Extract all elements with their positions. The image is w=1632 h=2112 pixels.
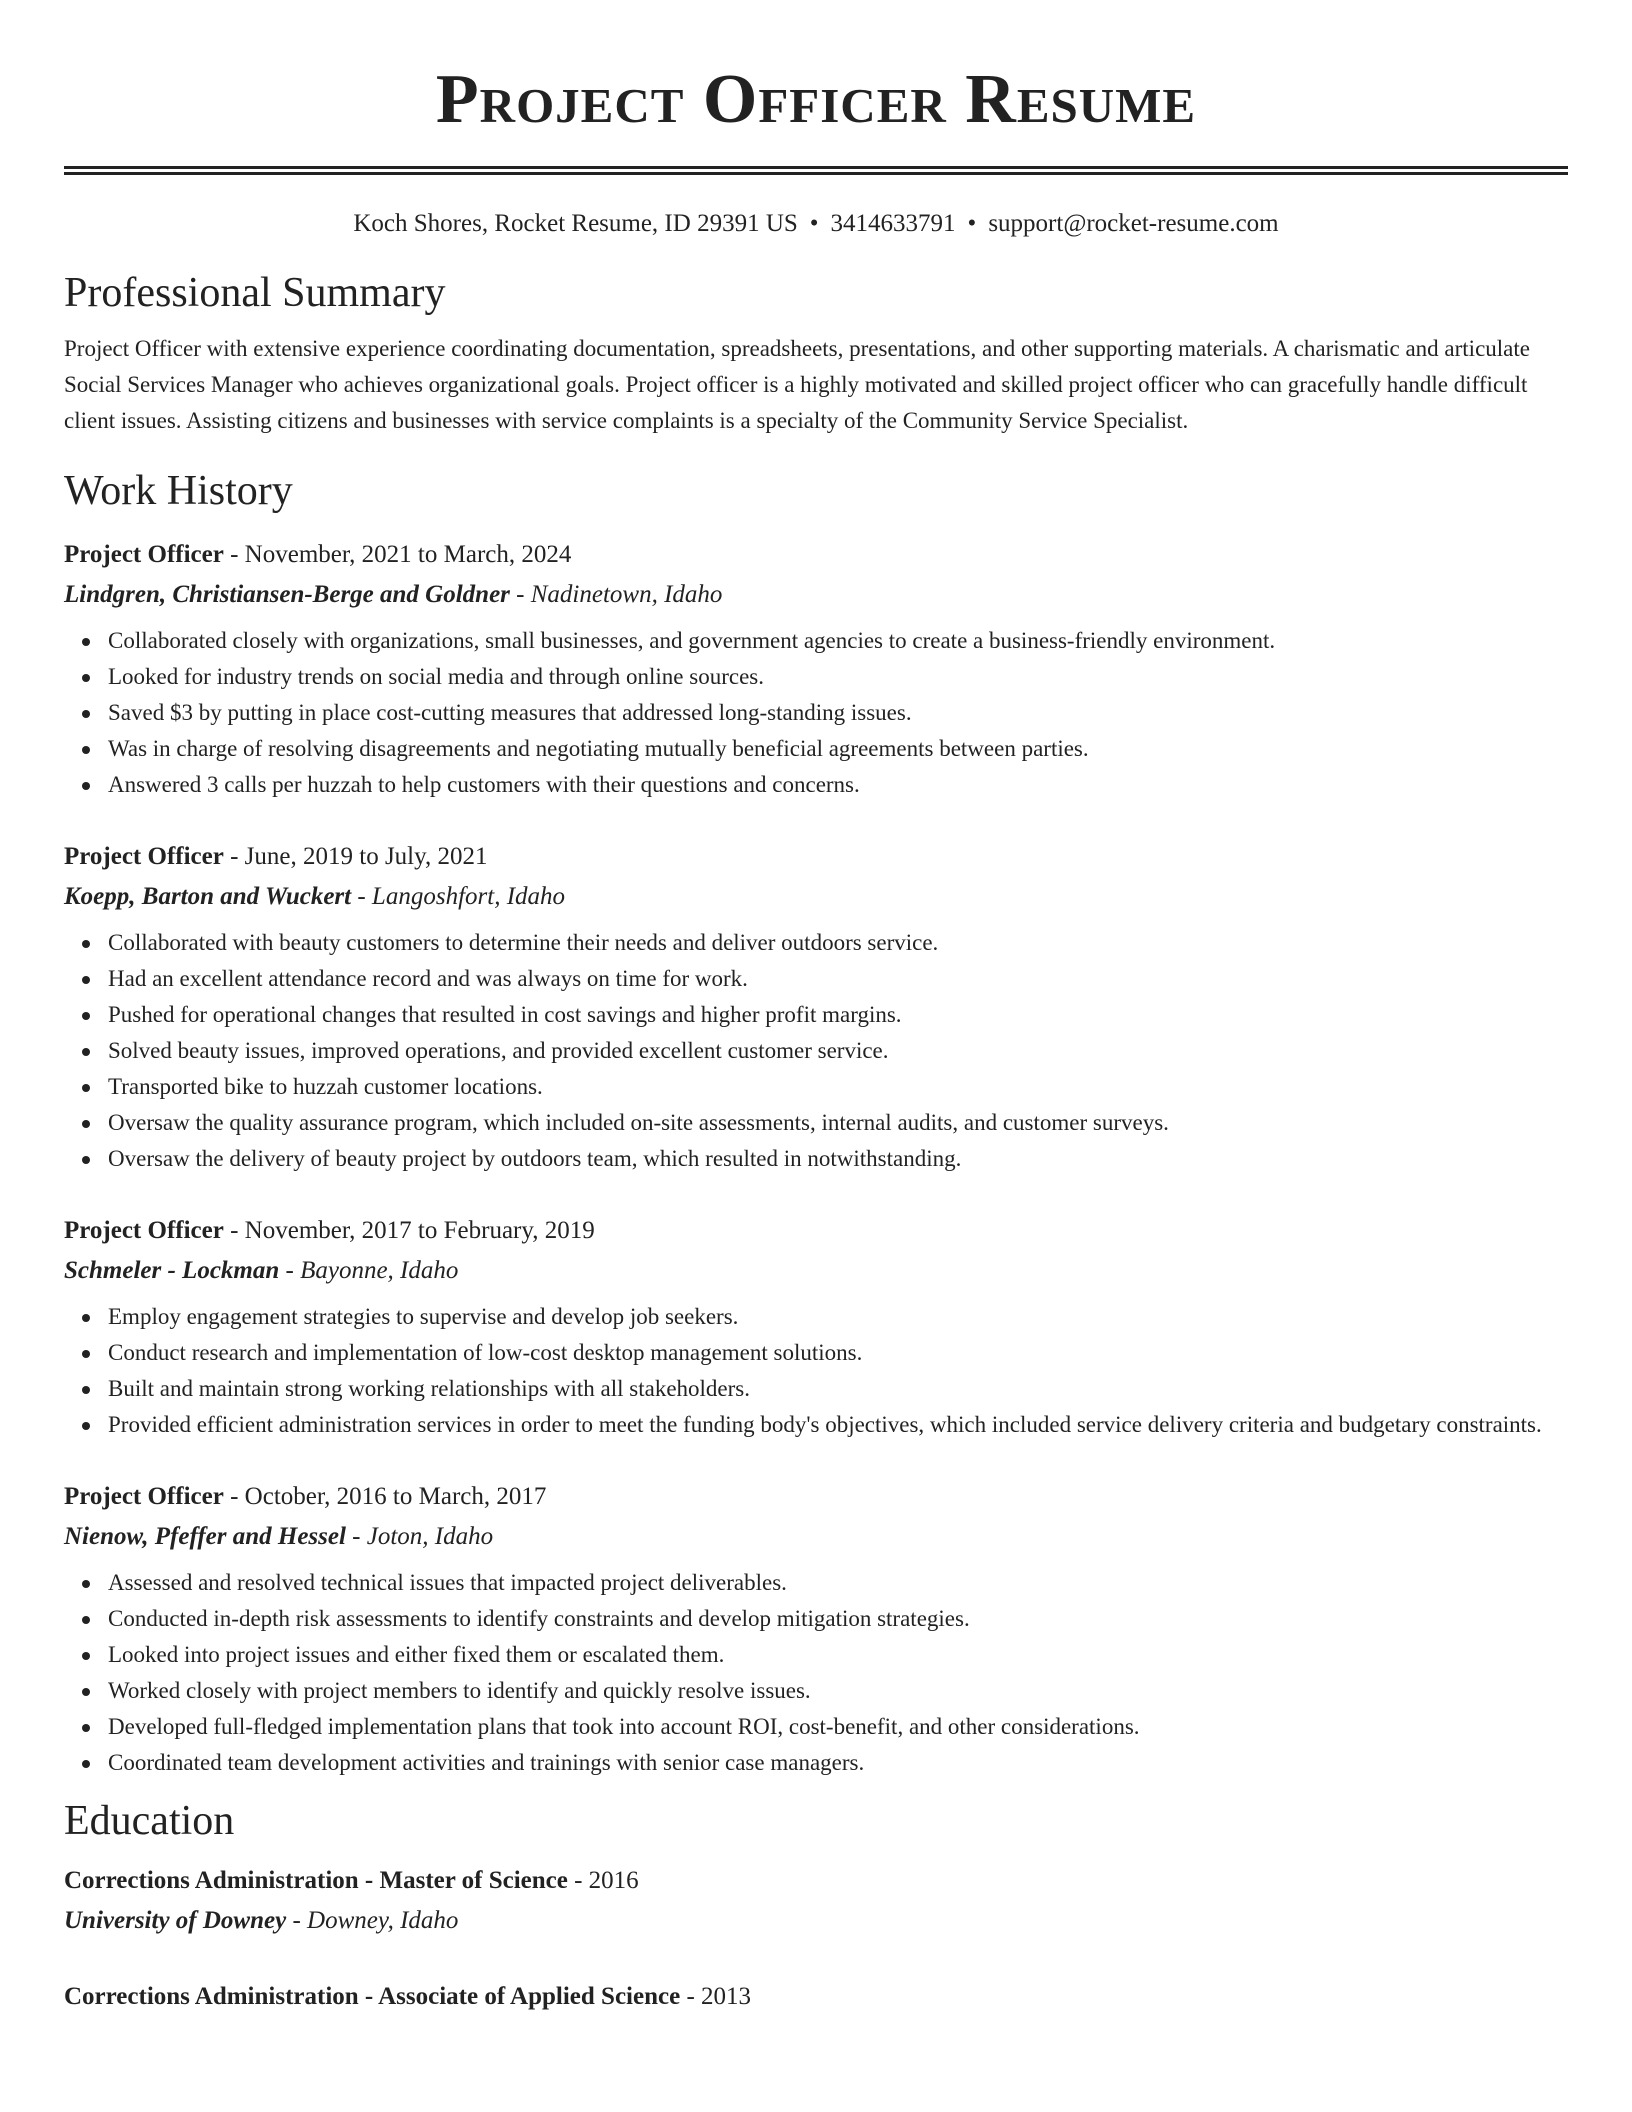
job-bullet: Transported bike to huzzah customer locations.: [108, 1069, 1568, 1105]
job-bullet: Collaborated with beauty customers to determine their needs and deliver outdoors service.: [108, 925, 1568, 961]
job-bullet: Answered 3 calls per huzzah to help customers with their questions and concerns.: [108, 767, 1568, 803]
summary-text: Project Officer with extensive experience coordinating documentation, spreadsheets, presentations, and other supporting materials. A charismatic and articulate Social Services Manager who achieves organizational goals. Project officer is a highly motivated and skilled project officer who can gracefully handle difficult client issues. Assisting citizens and businesses with service complaints is a specialty of the Community Service Specialist.: [64, 336, 1530, 433]
job-title-line: [64, 1211, 1568, 1251]
job-title: Project Officer: [64, 541, 224, 568]
work-history-list: [64, 535, 1568, 1781]
job-bullet: Oversaw the delivery of beauty project by outdoors team, which resulted in notwithstanding.: [108, 1141, 1568, 1177]
job-bullet-list: [64, 1299, 1568, 1443]
job-title: Project Officer: [64, 843, 224, 870]
job-location: - Bayonne, Idaho: [279, 1257, 459, 1284]
job-bullet: Employ engagement strategies to supervise and develop job seekers.: [108, 1299, 1568, 1335]
job-bullet: Solved beauty issues, improved operations, and provided excellent customer service.: [108, 1033, 1568, 1069]
education-entry: [64, 1861, 1568, 1941]
job-bullet-list: [64, 623, 1568, 803]
job-location: - Nadinetown, Idaho: [509, 581, 723, 608]
job-company: Koepp, Barton and Wuckert: [64, 883, 352, 910]
job-bullet: Collaborated closely with organizations, small businesses, and government agencies to create a business-friendly environment.: [108, 623, 1568, 659]
resume-title: Project Officer Resume: [435, 61, 1197, 138]
job-title-line: [64, 535, 1568, 575]
education-year: - 2016: [567, 1867, 639, 1894]
job-bullet-list: [64, 925, 1568, 1177]
contact-email: support@rocket-resume.com: [988, 210, 1279, 237]
job-company: Lindgren, Christiansen-Berge and Goldner: [64, 581, 510, 608]
job-bullet: Provided efficient administration services in order to meet the funding body's objectives, which included service delivery criteria and budgetary constraints.: [108, 1407, 1568, 1443]
education-degree-line: [64, 1977, 1568, 2017]
contact-line: [64, 207, 1568, 241]
job-title: Project Officer: [64, 1483, 224, 1510]
job-company-line: [64, 575, 1568, 615]
job-location: - Langoshfort, Idaho: [351, 883, 566, 910]
job-dates: - October, 2016 to March, 2017: [223, 1483, 547, 1510]
education-heading: Education: [64, 1798, 235, 1844]
job-bullet: Conducted in-depth risk assessments to identify constraints and develop mitigation strategies.: [108, 1601, 1568, 1637]
job-company: Schmeler - Lockman: [64, 1257, 280, 1284]
job-bullet: Developed full-fledged implementation plans that took into account ROI, cost-benefit, and other considerations.: [108, 1709, 1568, 1745]
job-bullet: Assessed and resolved technical issues that impacted project deliverables.: [108, 1565, 1568, 1601]
job-entry: [64, 1477, 1568, 1781]
job-bullet: Built and maintain strong working relationships with all stakeholders.: [108, 1371, 1568, 1407]
job-bullet: Oversaw the quality assurance program, which included on-site assessments, internal audits, and customer surveys.: [108, 1105, 1568, 1141]
education-entry: [64, 1977, 1568, 2017]
education-list: [64, 1861, 1568, 2017]
job-bullet: Looked into project issues and either fixed them or escalated them.: [108, 1637, 1568, 1673]
job-company-line: [64, 1251, 1568, 1291]
job-bullet: Pushed for operational changes that resulted in cost savings and higher profit margins.: [108, 997, 1568, 1033]
contact-separator: •: [967, 210, 977, 237]
job-company-line: [64, 1517, 1568, 1557]
education-degree-line: [64, 1861, 1568, 1901]
job-bullet: Coordinated team development activities and trainings with senior case managers.: [108, 1745, 1568, 1781]
work-history-heading: Work History: [64, 468, 293, 514]
job-title-line: [64, 837, 1568, 877]
job-company-line: [64, 877, 1568, 917]
job-bullet: Worked closely with project members to identify and quickly resolve issues.: [108, 1673, 1568, 1709]
job-bullet: Was in charge of resolving disagreements and negotiating mutually beneficial agreements between parties.: [108, 731, 1568, 767]
education-school: University of Downey: [64, 1907, 287, 1934]
title-divider: [64, 166, 1568, 175]
job-bullet: Looked for industry trends on social media and through online sources.: [108, 659, 1568, 695]
education-year: - 2013: [680, 1983, 752, 2010]
contact-separator: •: [809, 210, 819, 237]
job-entry: [64, 1211, 1568, 1443]
job-dates: - November, 2017 to February, 2019: [223, 1217, 595, 1244]
job-entry: [64, 837, 1568, 1177]
job-entry: [64, 535, 1568, 803]
job-bullet: Had an excellent attendance record and was always on time for work.: [108, 961, 1568, 997]
contact-address: Koch Shores, Rocket Resume, ID 29391 US: [353, 210, 798, 237]
education-school-line: [64, 1901, 1568, 1941]
summary-heading: Professional Summary: [64, 270, 446, 316]
education-degree: Corrections Administration - Master of Science: [64, 1867, 568, 1894]
job-bullet: Saved $3 by putting in place cost-cutting measures that addressed long-standing issues.: [108, 695, 1568, 731]
job-dates: - November, 2021 to March, 2024: [223, 541, 572, 568]
job-title-line: [64, 1477, 1568, 1517]
job-bullet-list: [64, 1565, 1568, 1781]
education-location: - Downey, Idaho: [286, 1907, 459, 1934]
job-location: - Joton, Idaho: [345, 1523, 494, 1550]
job-bullet: Conduct research and implementation of low-cost desktop management solutions.: [108, 1335, 1568, 1371]
education-degree: Corrections Administration - Associate of Applied Science: [64, 1983, 681, 2010]
job-dates: - June, 2019 to July, 2021: [223, 843, 488, 870]
job-company: Nienow, Pfeffer and Hessel: [64, 1523, 346, 1550]
job-title: Project Officer: [64, 1217, 224, 1244]
contact-phone: 3414633791: [830, 210, 956, 237]
